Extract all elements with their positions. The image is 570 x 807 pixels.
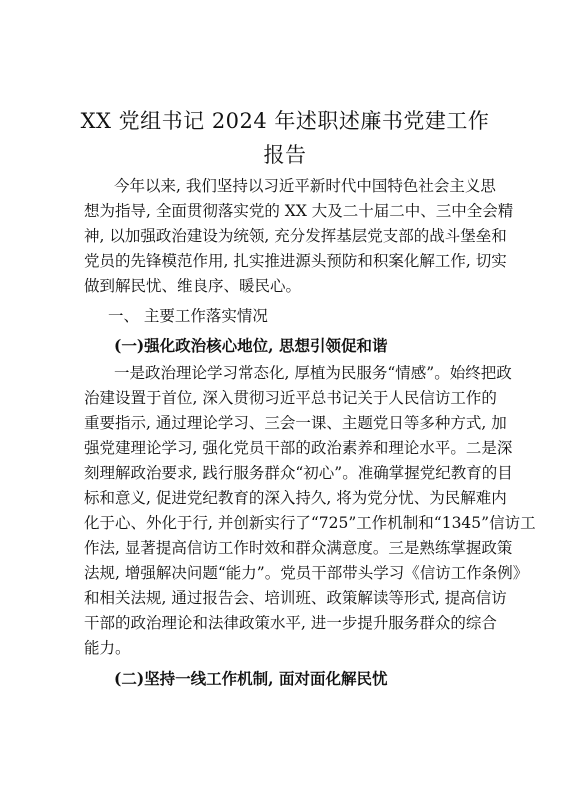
intro-line: 做到解民忧、维良序、暖民心。 [84,277,302,295]
body-line: 和相关法规, 通过报告会、培训班、政策解读等形式, 提高信访 [84,589,507,607]
intro-line: 党员的先锋模范作用, 扎实推进源头预防和积案化解工作, 切实 [84,252,507,270]
intro-line: 今年以来, 我们坚持以习近平新时代中国特色社会主义思 [114,177,496,195]
intro-line: 神, 以加强政治建设为统领, 充分发挥基层党支部的战斗堡垒和 [84,227,507,245]
body-line: 重要指示, 通过理论学习、三会一课、主题党日等多种方式, 加 [84,414,507,432]
body-line: 强党建理论学习, 强化党员干部的政治素养和理论水平。二是深 [84,439,513,457]
subsection-heading: (二)坚持一线工作机制, 面对面化解民忧 [114,669,388,688]
subsection-heading: (一)强化政治核心地位, 思想引领促和谐 [114,336,388,355]
section-heading: 一、 主要工作落实情况 [108,307,268,325]
body-line: 刻理解政治要求, 践行服务群众“初心”。准确掌握党纪教育的目 [84,464,513,482]
body-line: 化于心、外化于行, 并创新实行了“725”工作机制和“1345”信访工 [84,514,536,532]
body-line: 法规, 增强解决问题“能力”。党员干部带头学习《信访工作条例》 [84,564,529,582]
body-line: 作法, 显著提高信访工作时效和群众满意度。三是熟练掌握政策 [84,539,513,557]
document-title-line2: 报告 [263,143,307,167]
body-line: 治建设置于首位, 深入贯彻习近平总书记关于人民信访工作的 [84,389,497,407]
intro-line: 想为指导, 全面贯彻落实党的 XX 大及二十届二中、三中全会精 [84,202,514,220]
body-line: 干部的政治理论和法律政策水平, 进一步提升服务群众的综合 [84,614,497,632]
body-line: 标和意义, 促进党纪教育的深入持久, 将为党分忧、为民解难内 [84,489,507,507]
body-line: 能力。 [84,639,131,657]
document-title-line1: XX 党组书记 2024 年述职述廉书党建工作 [80,109,490,133]
body-line: 一是政治理论学习常态化, 厚植为民服务“情感”。始终把政 [114,364,512,382]
